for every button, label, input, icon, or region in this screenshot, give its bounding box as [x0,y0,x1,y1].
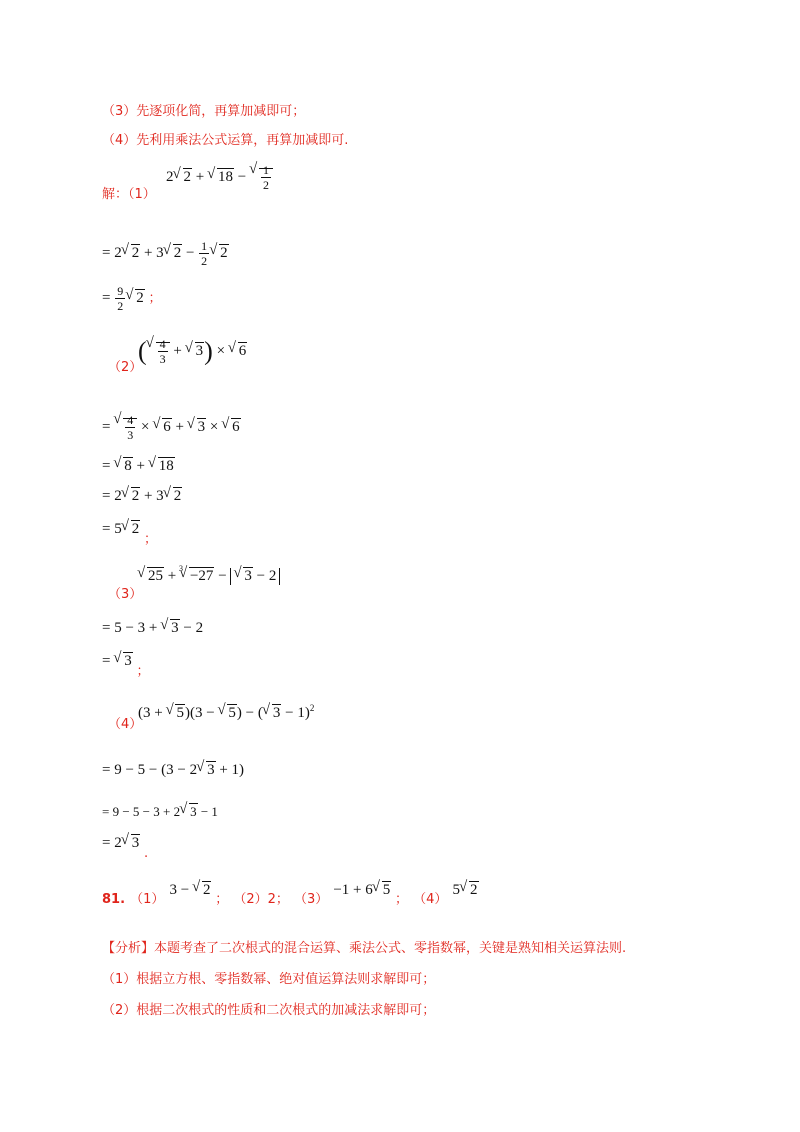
analysis-line-3: （3）先逐项化简，再算加减即可； [102,104,306,119]
p1-question: 2√ 2 + √ 18 − √ $\frac{1}{2}$ [166,164,273,191]
p2-step4: = 5√ 2 ； [102,518,157,538]
q81-sep3: ； [395,892,409,907]
p1-semicolon: ； [148,290,162,306]
p1-step2: = $\frac{9}{2}$ √ 2 ； [102,285,161,312]
p4-step2: = 9 − 5 − 3 + 2√ 3 − 1 [102,804,218,820]
solution-label: 解：（1） [102,187,156,202]
q81-a3: −1 + 6√ 5 [333,882,395,898]
q81-a1-label: （1） [130,892,165,907]
q81-a3-label: （3） [293,892,329,907]
q81-a1: 3 − √ 2 [170,882,216,898]
p3-step1: = 5 − 3 + √ 3 − 2 [102,620,203,637]
q81-sep1: ； [215,892,229,907]
p4-question: (3 + √ 5)(3 − √ 5) − (√ 3 − 1)$^2$ [138,703,314,722]
analysis-line-2: （2）根据二次根式的性质和二次根式的加减法求解即可； [102,1003,436,1018]
p4-step3: = 2√ 3 . [102,835,148,852]
analysis-line-4: （4）先利用乘法公式运算，再算加减即可. [102,133,349,148]
p2-semicolon: ； [143,532,157,547]
p3-semicolon: ； [136,664,150,679]
p2-step3: = 2√ 2 + 3√ 2 [102,488,182,505]
p3-question: √ 25 + 3 √ −27 − √ 3 − 2 [138,568,280,585]
p2-step1: = √ $\frac{4}{3}$ × √ 6 + √ 3 × √ 6 [102,414,241,441]
q81-a4: 5√ 2 [453,882,479,898]
p2-label: （2） [108,360,143,375]
p4-step1: = 9 − 5 − (3 − 2√ 3 + 1) [102,762,244,779]
p3-label: （3） [108,587,143,602]
q81-answers [102,882,479,908]
p1-step1: = 2√ 2 + 3√ 2 − $\frac{1}{2}$ √ 2 [102,240,229,267]
p4-label: （4） [108,717,143,732]
p4-period: . [143,846,149,861]
analysis-header: 【分析】本题考查了二次根式的混合运算、乘法公式、零指数幂，关键是熟知相关运算法则. [102,941,627,956]
p2-question: ( √ $\frac{4}{3}$ + √ 3) × √ 6 [138,338,247,365]
p2-step2: = √ 8 + √ 18 [102,458,175,475]
p3-step2: = √ 3 ； [102,650,149,670]
analysis-line-1: （1）根据立方根、零指数幂、绝对值运算法则求解即可； [102,972,436,987]
q81-a4-label: （4） [413,892,448,907]
q81-a2: （2）2； [233,892,289,907]
q81-number: 81. [102,892,126,907]
